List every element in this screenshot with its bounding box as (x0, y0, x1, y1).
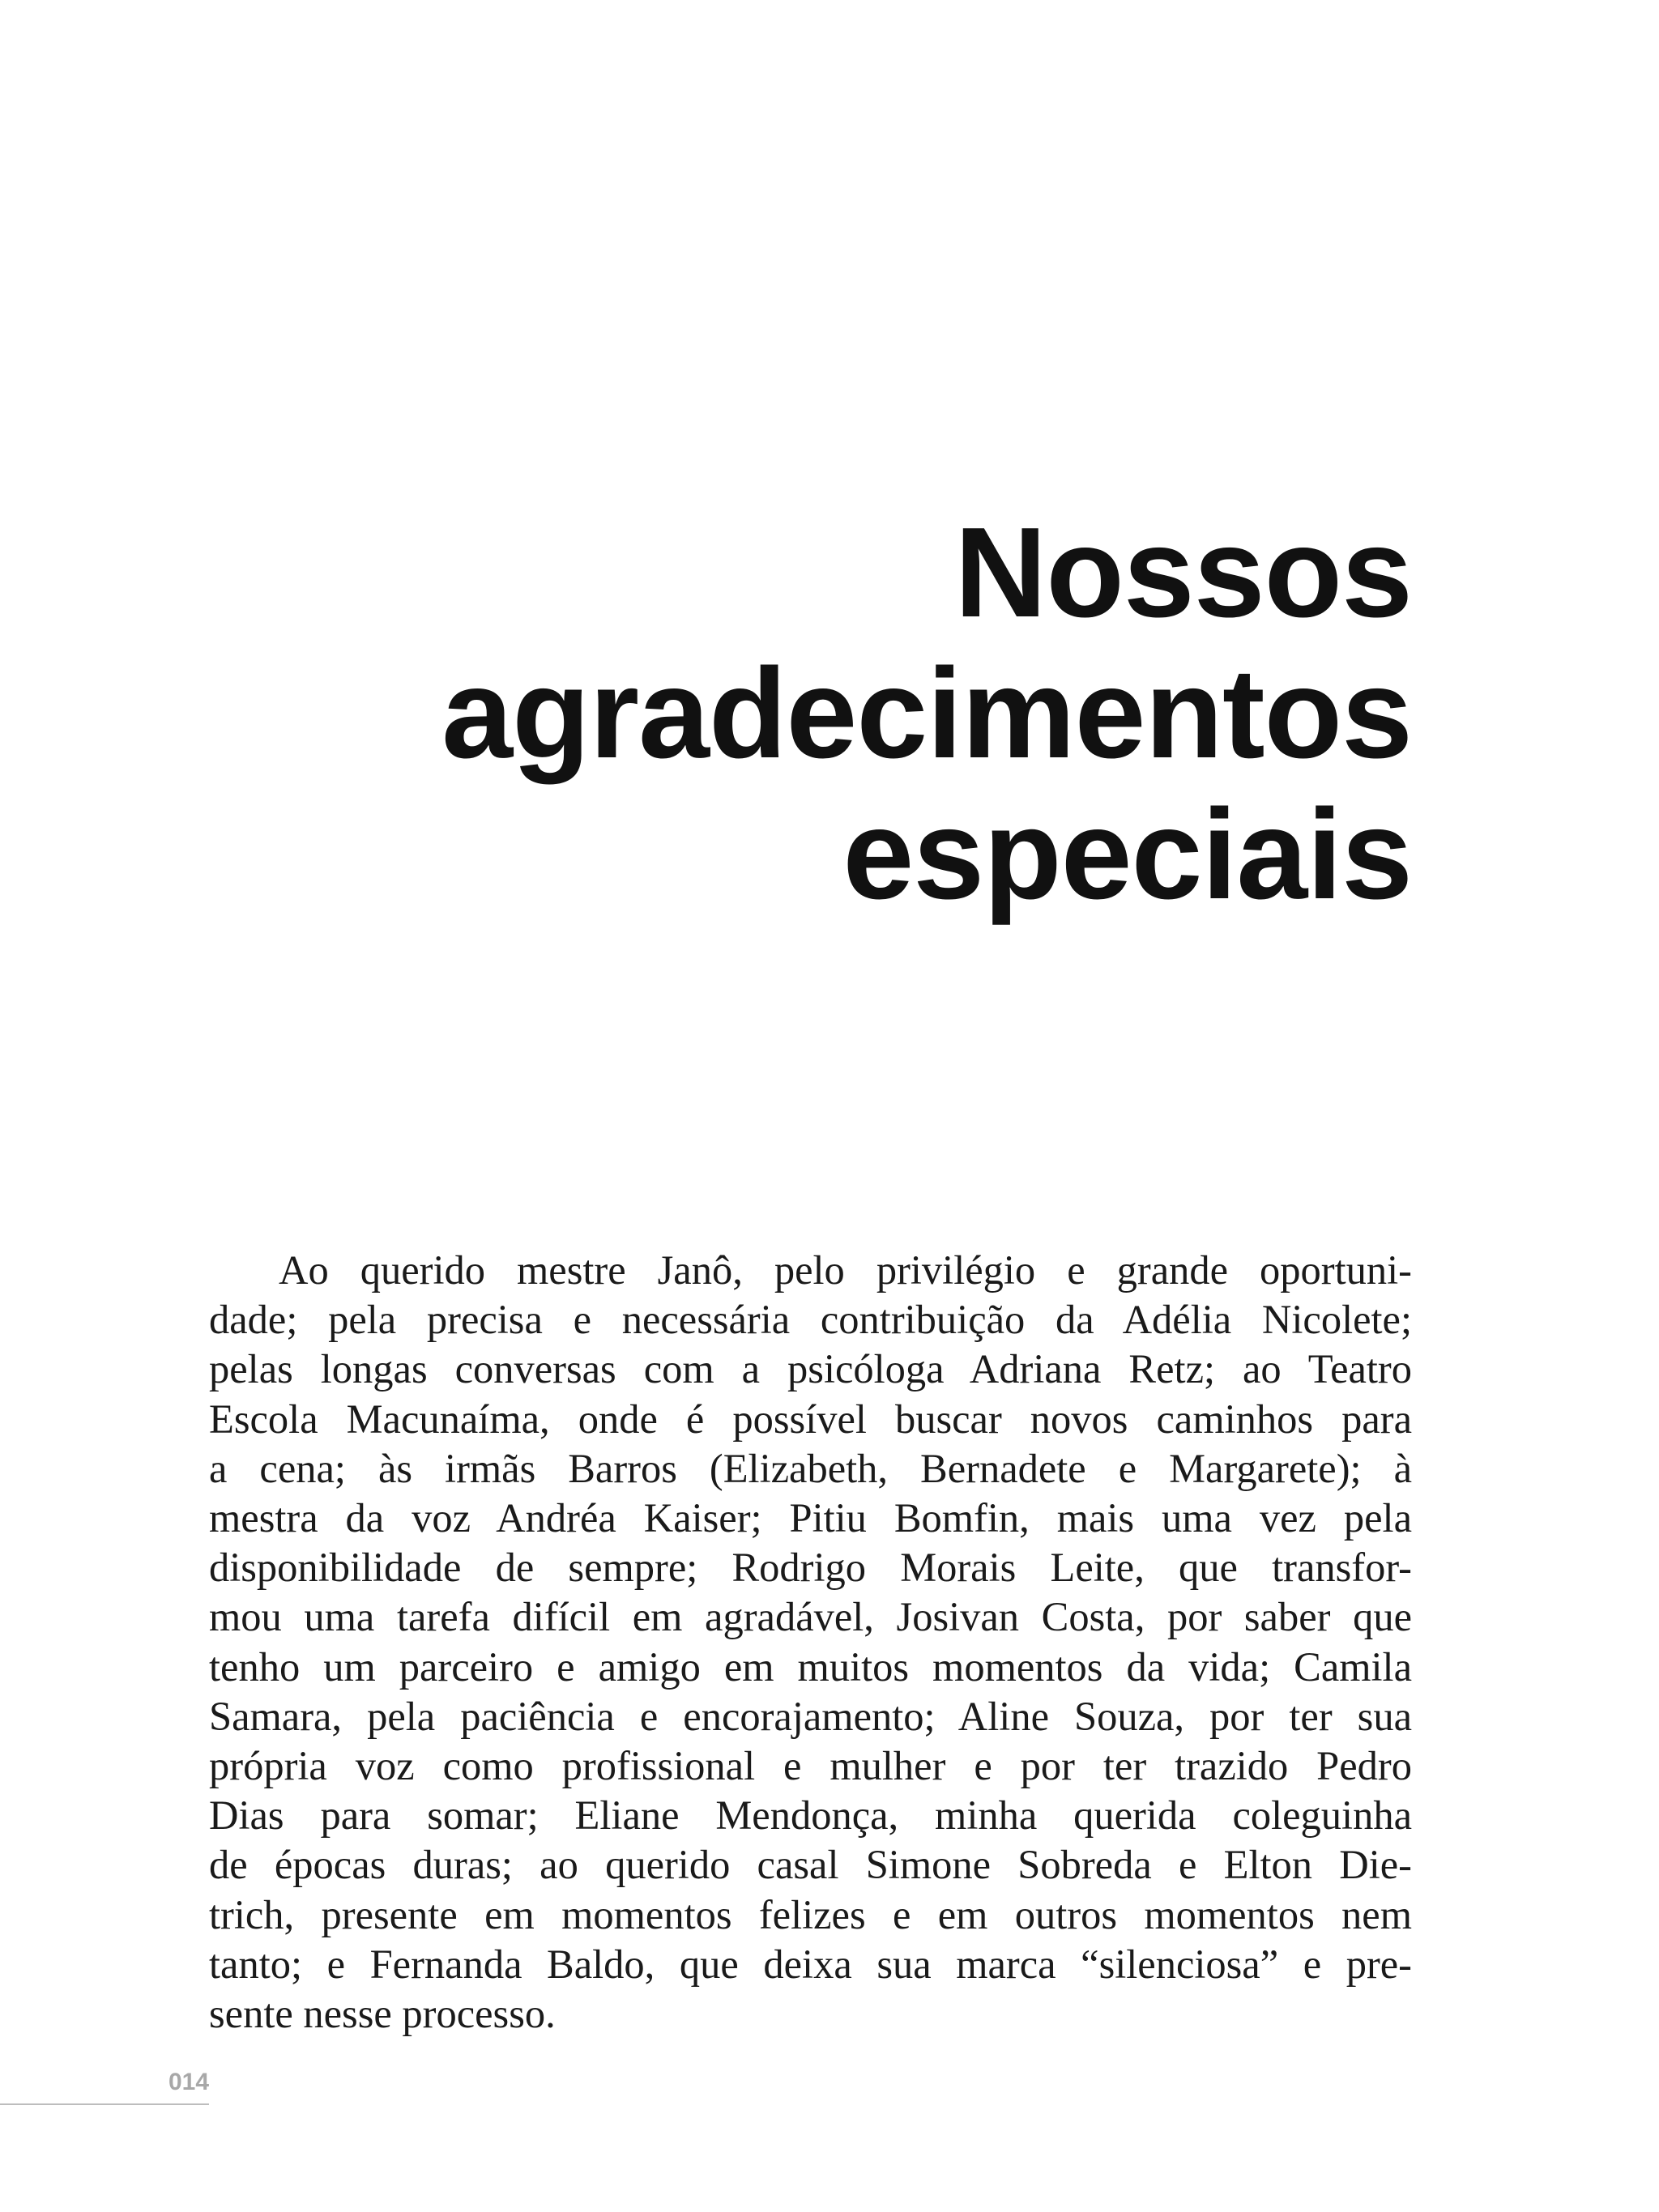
paragraph-line: mou uma tarefa difícil em agradável, Josivan Costa, por saber que (209, 1594, 1412, 1640)
paragraph-line: mestra da voz Andréa Kaiser; Pitiu Bomfin, mais uma vez pela (209, 1495, 1412, 1541)
paragraph-line: dade; pela precisa e necessária contribuição da Adélia Nicolete; (209, 1297, 1412, 1343)
paragraph-line: a cena; às irmãs Barros (Elizabeth, Bernadete e Margarete); à (209, 1445, 1412, 1491)
paragraph-line: Escola Macunaíma, onde é possível buscar novos caminhos para (209, 1396, 1412, 1442)
paragraph-line: Dias para somar; Eliane Mendonça, minha querida coleguinha (209, 1792, 1412, 1839)
paragraph-line: tenho um parceiro e amigo em muitos momentos da vida; Camila (209, 1643, 1412, 1690)
paragraph-line: trich, presente em momentos felizes e em outros momentos nem (209, 1891, 1412, 1937)
paragraph-line: de épocas duras; ao querido casal Simone Sobreda e Elton Die- (209, 1842, 1412, 1888)
page-number: 014 (168, 2069, 210, 2095)
paragraph-line: Samara, pela paciência e encorajamento; Aline Souza, por ter sua (209, 1693, 1412, 1739)
paragraph-line: disponibilidade de sempre; Rodrigo Morais Leite, que transfor- (209, 1545, 1412, 1591)
folio-rule (0, 2103, 209, 2105)
title-line: Nossos (954, 501, 1412, 644)
paragraph-line: sente nesse processo. (209, 1991, 556, 2037)
paragraph-line: tanto; e Fernanda Baldo, que deixa sua marca “silenciosa” e pre- (209, 1941, 1412, 1987)
page-title (197, 502, 1412, 925)
acknowledgements-paragraph (209, 1246, 1412, 2039)
paragraph-line: Ao querido mestre Janô, pelo privilégio e grande oportuni- (279, 1247, 1412, 1293)
title-line: especiais (842, 783, 1412, 926)
paragraph-line: pelas longas conversas com a psicóloga Adriana Retz; ao Teatro (209, 1346, 1412, 1392)
title-line: agradecimentos (441, 642, 1412, 785)
paragraph-line: própria voz como profissional e mulher e por ter trazido Pedro (209, 1743, 1412, 1789)
